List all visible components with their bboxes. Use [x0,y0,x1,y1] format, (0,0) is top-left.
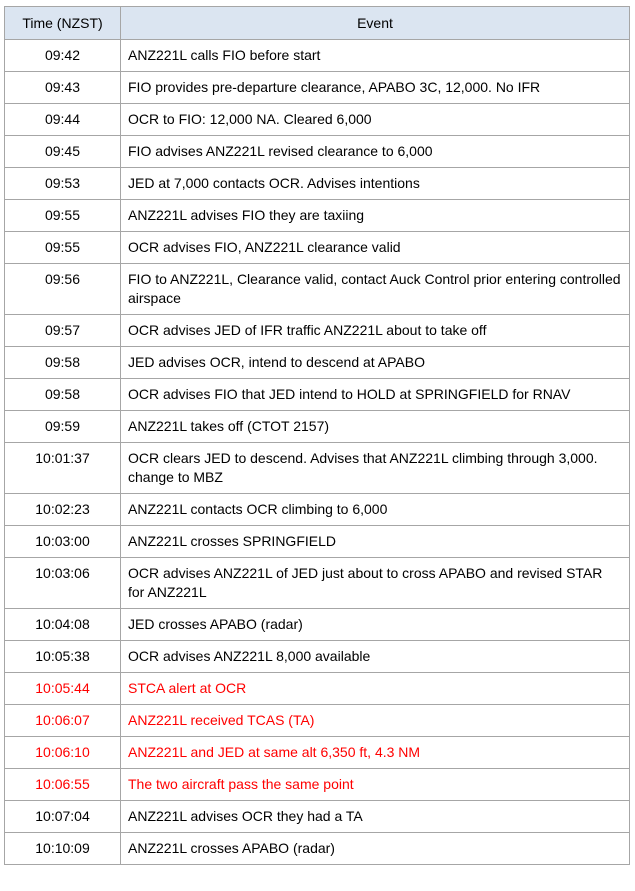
event-cell: ANZ221L takes off (CTOT 2157) [121,411,630,443]
time-cell: 10:06:10 [5,737,121,769]
event-cell: OCR advises FIO that JED intend to HOLD at SPRINGFIELD for RNAV [121,379,630,411]
table-body [5,40,630,865]
table-row [5,264,630,315]
event-cell: OCR to FIO: 12,000 NA. Cleared 6,000 [121,104,630,136]
event-cell: OCR advises JED of IFR traffic ANZ221L about to take off [121,315,630,347]
time-cell: 10:05:38 [5,641,121,673]
table-row [5,609,630,641]
event-cell: ANZ221L and JED at same alt 6,350 ft, 4.3 NM [121,737,630,769]
time-cell: 10:03:06 [5,558,121,609]
time-cell: 09:59 [5,411,121,443]
time-cell: 10:06:55 [5,769,121,801]
table-row [5,737,630,769]
table-row [5,379,630,411]
table-row [5,232,630,264]
time-cell: 10:06:07 [5,705,121,737]
time-cell: 09:44 [5,104,121,136]
event-timeline-table [4,6,630,865]
event-cell: FIO provides pre-departure clearance, APABO 3C, 12,000. No IFR [121,72,630,104]
table-row [5,136,630,168]
event-cell: FIO advises ANZ221L revised clearance to 6,000 [121,136,630,168]
time-cell: 09:56 [5,264,121,315]
time-cell: 09:53 [5,168,121,200]
time-cell: 10:01:37 [5,443,121,494]
time-cell: 09:45 [5,136,121,168]
time-cell: 10:07:04 [5,801,121,833]
timeline-table-container [4,6,630,865]
event-cell: OCR clears JED to descend. Advises that ANZ221L climbing through 3,000. change to MBZ [121,443,630,494]
header-row [5,7,630,40]
table-row [5,411,630,443]
event-cell: The two aircraft pass the same point [121,769,630,801]
event-cell: ANZ221L calls FIO before start [121,40,630,72]
time-cell: 09:57 [5,315,121,347]
table-row [5,769,630,801]
event-cell: STCA alert at OCR [121,673,630,705]
table-row [5,673,630,705]
event-cell: ANZ221L contacts OCR climbing to 6,000 [121,494,630,526]
event-cell: ANZ221L advises OCR they had a TA [121,801,630,833]
time-cell: 09:55 [5,232,121,264]
table-row [5,494,630,526]
event-cell: JED at 7,000 contacts OCR. Advises intentions [121,168,630,200]
time-column-header: Time (NZST) [5,7,121,40]
time-cell: 10:04:08 [5,609,121,641]
table-row [5,833,630,865]
event-cell: FIO to ANZ221L, Clearance valid, contact Auck Control prior entering controlled airspace [121,264,630,315]
table-row [5,72,630,104]
event-cell: ANZ221L crosses SPRINGFIELD [121,526,630,558]
table-row [5,641,630,673]
table-row [5,558,630,609]
event-cell: JED crosses APABO (radar) [121,609,630,641]
time-cell: 10:10:09 [5,833,121,865]
table-header [5,7,630,40]
event-cell: ANZ221L crosses APABO (radar) [121,833,630,865]
event-cell: OCR advises ANZ221L 8,000 available [121,641,630,673]
event-cell: JED advises OCR, intend to descend at APABO [121,347,630,379]
table-row [5,168,630,200]
table-row [5,200,630,232]
table-row [5,443,630,494]
table-row [5,40,630,72]
time-cell: 09:55 [5,200,121,232]
event-cell: OCR advises ANZ221L of JED just about to cross APABO and revised STAR for ANZ221L [121,558,630,609]
time-cell: 09:58 [5,379,121,411]
time-cell: 10:05:44 [5,673,121,705]
event-cell: OCR advises FIO, ANZ221L clearance valid [121,232,630,264]
table-row [5,526,630,558]
event-cell: ANZ221L received TCAS (TA) [121,705,630,737]
table-row [5,705,630,737]
table-row [5,801,630,833]
time-cell: 10:02:23 [5,494,121,526]
time-cell: 09:58 [5,347,121,379]
time-cell: 10:03:00 [5,526,121,558]
table-row [5,315,630,347]
event-cell: ANZ221L advises FIO they are taxiing [121,200,630,232]
time-cell: 09:42 [5,40,121,72]
table-row [5,104,630,136]
table-row [5,347,630,379]
event-column-header: Event [121,7,630,40]
time-cell: 09:43 [5,72,121,104]
